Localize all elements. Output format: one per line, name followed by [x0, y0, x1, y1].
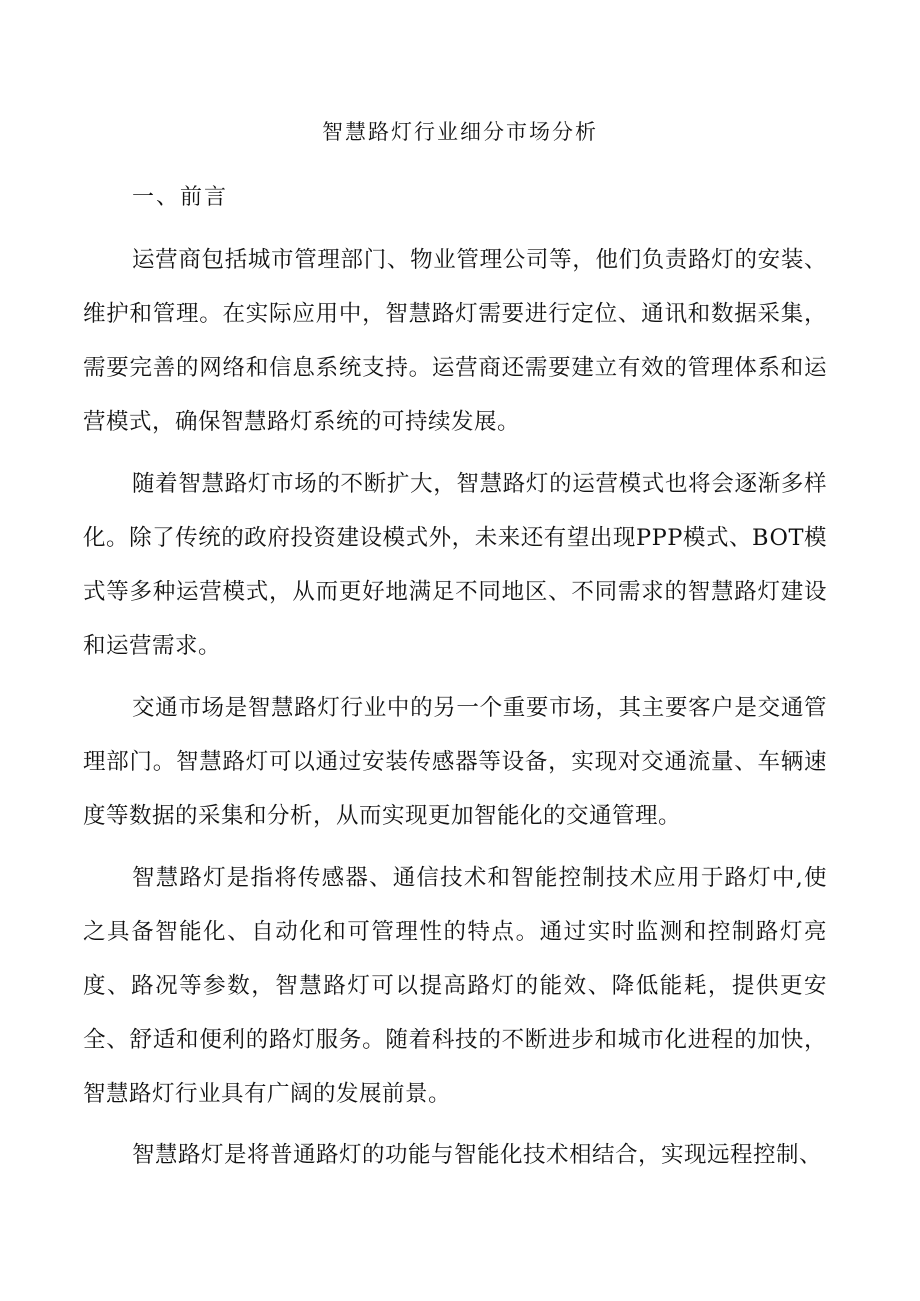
paragraph-operation-models: 随着智慧路灯市场的不断扩大，智慧路灯的运营模式也将会逐渐多样化。除了传统的政府投资建设模式外，未来还有望出现PPP模式、BOT模式等多种运营模式，从而更好地满足不同地区、不同需求的智慧路灯建设和运营需求。: [83, 471, 827, 659]
paragraph-traffic-market: 交通市场是智慧路灯行业中的另一个重要市场，其主要客户是交通管理部门。智慧路灯可以通过安装传感器等设备，实现对交通流量、车辆速度等数据的采集和分析，从而实现更加智能化的交通管理。: [83, 695, 827, 829]
section-heading: 一、前言: [132, 185, 229, 210]
paragraph-operators: 运营商包括城市管理部门、物业管理公司等，他们负责路灯的安装、维护和管理。在实际应用中，智慧路灯需要进行定位、通讯和数据采集，需要完善的网络和信息系统支持。运营商还需要建立有效的管理体系和运营模式，确保智慧路灯系统的可持续发展。: [83, 247, 827, 435]
paragraph-definition: 智慧路灯是指将传感器、通信技术和智能控制技术应用于路灯中,使之具备智能化、自动化和可管理性的特点。通过实时监测和控制路灯亮度、路况等参数，智慧路灯可以提高路灯的能效、降低能耗，提供更安全、舒适和便利的路灯服务。随着科技的不断进步和城市化进程的加快，智慧路灯行业具有广阔的发展前景。: [83, 865, 827, 1107]
paragraph-functions: 智慧路灯是将普通路灯的功能与智能化技术相结合，实现远程控制、: [132, 1142, 823, 1168]
document-title: 智慧路灯行业细分市场分析: [322, 120, 598, 144]
